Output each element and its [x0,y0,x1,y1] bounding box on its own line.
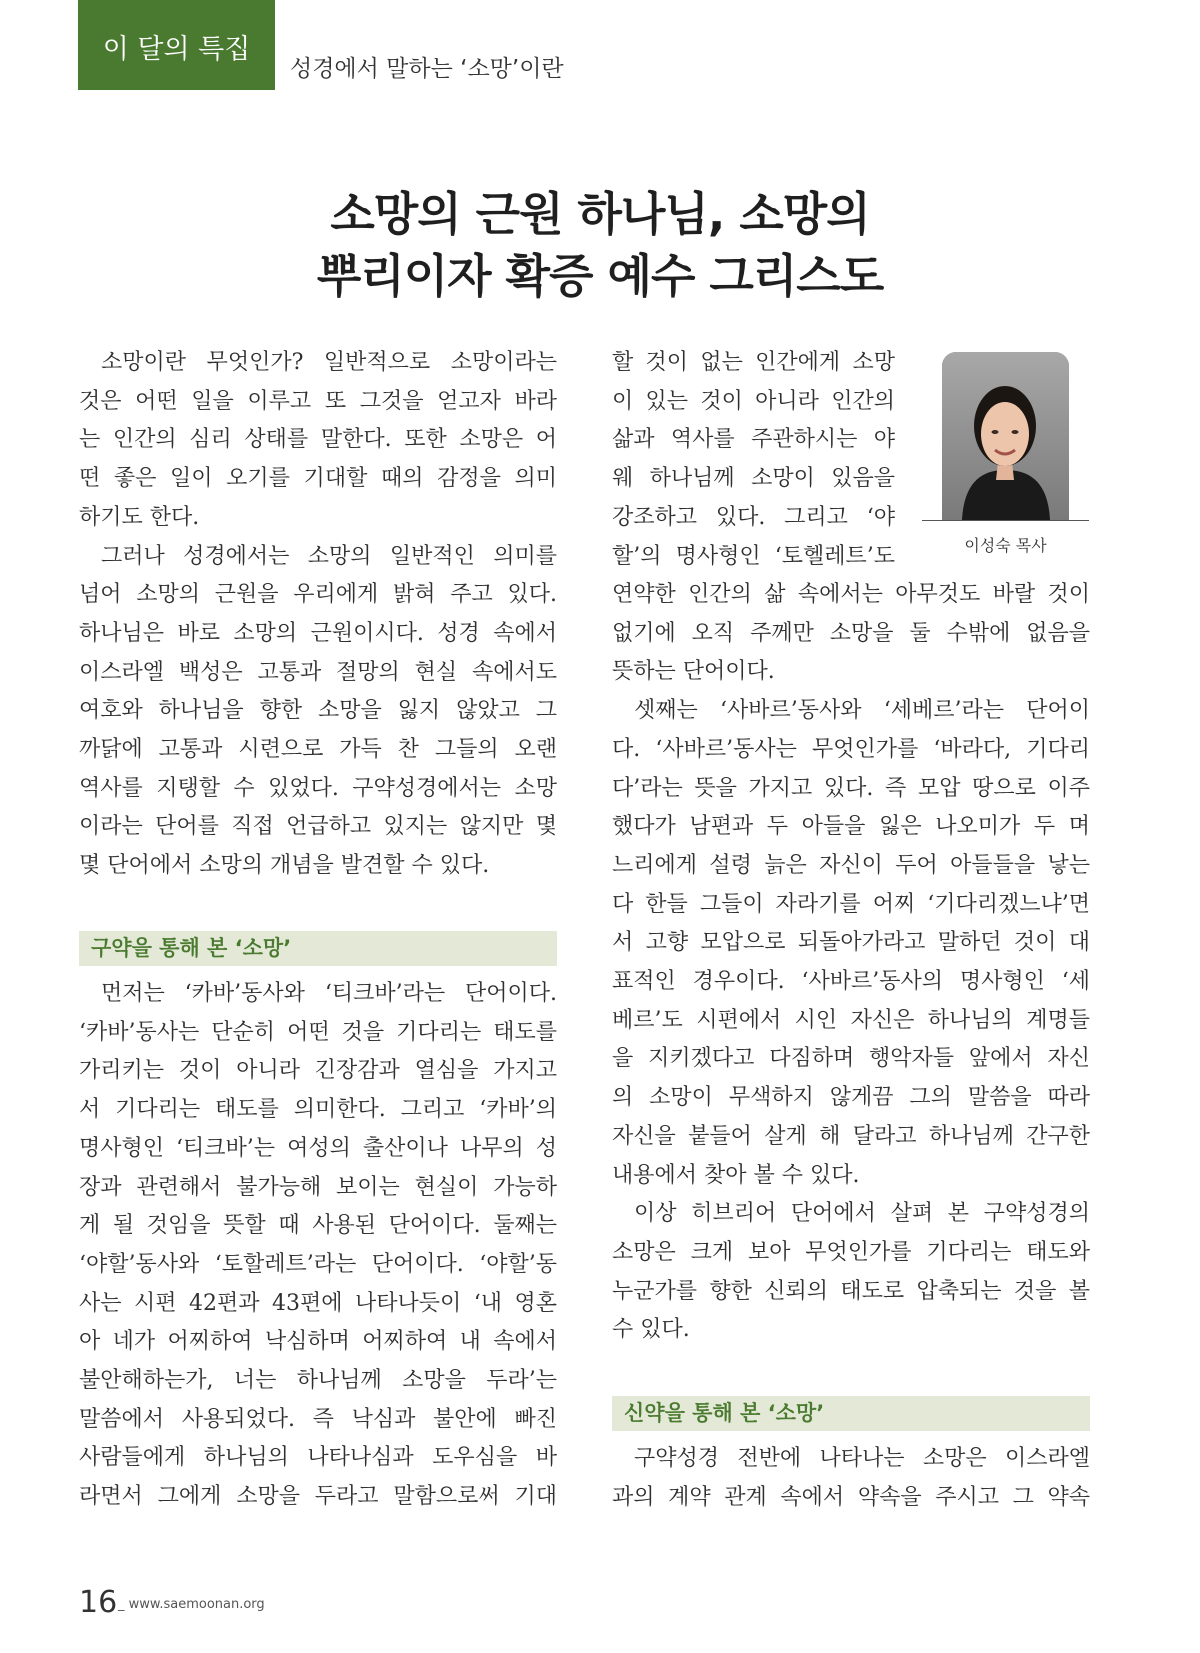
right-column-new-testament [612,1440,1090,1517]
right-column-top [612,344,895,576]
text-line: 말씀에서 사용되었다. 즉 낙심과 불안에 빠진 [79,1406,557,1432]
text-line: ‘야할’동사와 ‘토할레트’라는 단어이다. ‘야할’동 [79,1251,557,1277]
text-line: 것은 어떤 일을 이루고 또 그것을 얻고자 바라 [79,388,557,414]
text-line: 셋째는 ‘사바르’동사와 ‘세베르’라는 단어이 [634,698,1090,724]
text-line: 표적인 경우이다. ‘사바르’동사의 명사형인 ‘세 [612,969,1090,995]
text-line: 이스라엘 백성은 고통과 절망의 현실 속에서도 [79,659,557,685]
text-line: 다 한들 그들이 자라기를 어찌 ‘기다리겠느냐’면 [612,891,1090,917]
footer-site: _ www.saemoonan.org [118,1597,265,1612]
text-line: 아 네가 어찌하여 낙심하며 어찌하여 내 속에서 [79,1329,557,1355]
text-line: 명사형인 ‘티크바’는 여성의 출산이나 나무의 성 [79,1135,557,1161]
text-line: 떤 좋은 일이 오기를 기대할 때의 감정을 의미 [79,466,557,492]
text-line: 느리에게 설령 늙은 자신이 두어 아들들을 낳는 [612,852,1090,878]
left-column-old-testament [79,975,557,1517]
text-line: 과의 계약 관계 속에서 약속을 주시고 그 약속 [612,1484,1090,1510]
article-title-line1: 소망의 근원 하나님, 소망의 [330,187,870,241]
section-tag: 이 달의 특집 [78,0,275,90]
text-line: 장과 관련해서 불가능해 보이는 현실이 가능하 [79,1174,557,1200]
text-line: 연약한 인간의 삶 속에서는 아무것도 바랄 것이 [612,582,1090,607]
section-subtitle: 성경에서 말하는 ‘소망’이란 [290,56,564,82]
text-line: 서 기다리는 태도를 의미한다. 그리고 ‘카바’의 [79,1097,557,1123]
text-line: 베르’도 시편에서 시인 자신은 하나님의 계명들 [612,1007,1090,1033]
text-line: 라면서 그에게 소망을 두라고 말함으로써 기대 [79,1484,557,1510]
text-line: 역사를 지탱할 수 있었다. 구약성경에서는 소망 [79,775,557,801]
text-line: 웨 하나님께 소망이 있음을 [612,466,895,492]
text-line: 소망이란 무엇인가? 일반적으로 소망이라는 [101,350,557,375]
text-line: 할 것이 없는 인간에게 소망 [612,350,895,375]
text-line: 할’의 명사형인 ‘토헬레트’도 [612,543,895,569]
text-line: 자신을 붙들어 살게 해 달라고 하나님께 간구한 [612,1123,1090,1149]
text-line: 없기에 오직 주께만 소망을 둘 수밖에 없음을 [612,620,1090,646]
text-line: 여호와 하나님을 향한 소망을 잃지 않았고 그 [79,698,557,724]
text-line: 의 소망이 무색하지 않게끔 그의 말씀을 따라 [612,1085,1090,1111]
text-line: 사람들에게 하나님의 나타나심과 도우심을 바 [79,1445,557,1471]
text-line: 다. ‘사바르’동사는 무엇인가를 ‘바라다, 기다리 [612,736,1090,762]
text-line: 하기도 한다. [79,504,200,530]
text-line: 몇 단어에서 소망의 개념을 발견할 수 있다. [79,853,490,879]
text-line: 이 있는 것이 아니라 인간의 [612,388,895,414]
text-line: 을 지키겠다고 다짐하며 행악자들 앞에서 자신 [612,1046,1090,1072]
text-line: 수 있다. [612,1317,690,1343]
text-line: 사는 시편 42편과 43편에 나타나듯이 ‘내 영혼 [79,1290,557,1316]
text-line: ‘카바’동사는 단순히 어떤 것을 기다리는 태도를 [79,1019,557,1045]
text-line: 누군가를 향한 신뢰의 태도로 압축되는 것을 볼 [612,1278,1090,1304]
text-line: 하나님은 바로 소망의 근원이시다. 성경 속에서 [79,620,557,646]
text-line: 강조하고 있다. 그리고 ‘야 [612,504,895,530]
text-line: 했다가 남편과 두 아들을 잃은 나오미가 두 며 [612,814,1090,840]
text-line: 다’라는 뜻을 가지고 있다. 즉 모압 땅으로 이주 [612,775,1090,801]
text-line: 게 될 것임을 뜻할 때 사용된 단어이다. 둘째는 [79,1213,557,1239]
text-line: 내용에서 찾아 볼 수 있다. [612,1162,860,1188]
text-line: 그러나 성경에서는 소망의 일반적인 의미를 [101,543,557,569]
text-line: 뜻하는 단어이다. [612,659,775,685]
author-photo [942,352,1069,520]
text-line: 이상 히브리어 단어에서 살펴 본 구약성경의 [634,1201,1090,1227]
right-column-main [612,576,1090,1350]
text-line: 이라는 단어를 직접 언급하고 있지는 않지만 몇 [79,814,557,840]
section-heading-new-testament: 신약을 통해 본 ‘소망’ [612,1396,1090,1431]
text-line: 소망은 크게 보아 무엇인가를 기다리는 태도와 [612,1239,1090,1265]
text-line: 까닭에 고통과 시련으로 가득 찬 그들의 오랜 [79,737,557,763]
text-line: 삶과 역사를 주관하시는 야 [612,427,895,453]
text-line: 서 고향 모압으로 되돌아가라고 말하던 것이 대 [612,930,1090,956]
section-heading-old-testament: 구약을 통해 본 ‘소망’ [79,931,557,966]
left-column-intro [79,344,557,886]
text-line: 넘어 소망의 근원을 우리에게 밝혀 주고 있다. [79,582,557,608]
author-caption: 이성숙 목사 [964,536,1047,555]
text-line: 먼저는 ‘카바’동사와 ‘티크바’라는 단어이다. [101,981,557,1006]
article-title-line2: 뿌리이자 확증 예수 그리스도 [316,249,884,303]
text-line: 구약성경 전반에 나타나는 소망은 이스라엘 [634,1446,1090,1471]
text-line: 가리키는 것이 아니라 긴장감과 열심을 가지고 [79,1058,557,1084]
photo-divider [922,520,1089,521]
text-line: 는 인간의 심리 상태를 말한다. 또한 소망은 어 [79,427,557,453]
text-line: 불안해하는가, 너는 하나님께 소망을 두라’는 [79,1368,557,1394]
page-number: 16 [79,1585,118,1620]
author-portrait-image [942,352,1069,520]
